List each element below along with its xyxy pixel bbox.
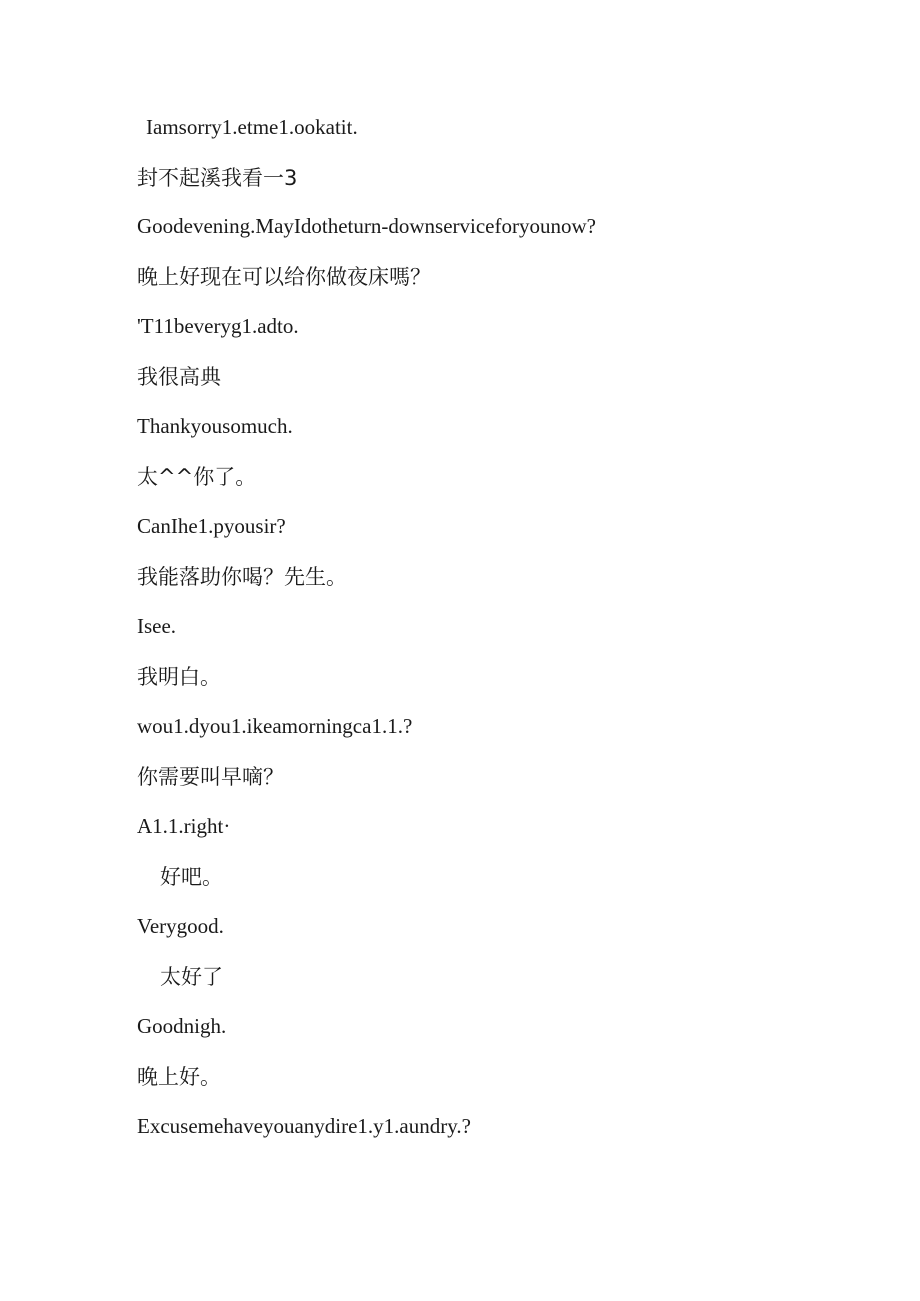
text-line-zh: 太好了 bbox=[160, 965, 223, 989]
text-line-en: Verygood. bbox=[137, 914, 224, 938]
text-line-zh: 你需要叫早嘀？ bbox=[137, 765, 284, 789]
text-line-en: Iamsorry1.etme1.ookatit. bbox=[146, 115, 358, 139]
text-line-en: A1.1.right· bbox=[137, 814, 231, 838]
text-line-zh: 封不起溪我看一3 bbox=[137, 166, 298, 190]
text-line-en: CanIhe1.pyousir? bbox=[137, 514, 286, 538]
text-line-en: Isee. bbox=[137, 614, 177, 638]
text-line-zh: 我很高典 bbox=[137, 365, 221, 389]
text-line-en: Goodevening.MayIdotheturn-downserviceforyounow? bbox=[137, 214, 596, 238]
text-line-en: Thankyousomuch. bbox=[137, 414, 293, 438]
text-line-en: Excusemehaveyouanydire1.y1.aundry.? bbox=[137, 1114, 471, 1138]
text-line-en: Goodnigh. bbox=[137, 1014, 227, 1038]
text-line-en: wou1.dyou1.ikeamorningca1.1.? bbox=[137, 714, 413, 738]
text-line-zh: 我明白。 bbox=[137, 665, 221, 689]
text-line-zh: 太^^你了。 bbox=[137, 465, 257, 489]
text-line-zh: 好吧。 bbox=[160, 865, 223, 889]
text-line-zh: 晚上好。 bbox=[137, 1065, 221, 1089]
text-line-zh: 我能落助你喝？先生。 bbox=[137, 565, 347, 589]
text-line-zh: 晚上好现在可以给你做夜床嗎？ bbox=[137, 265, 431, 289]
text-line-en: 'T11beveryg1.adto. bbox=[137, 314, 299, 338]
